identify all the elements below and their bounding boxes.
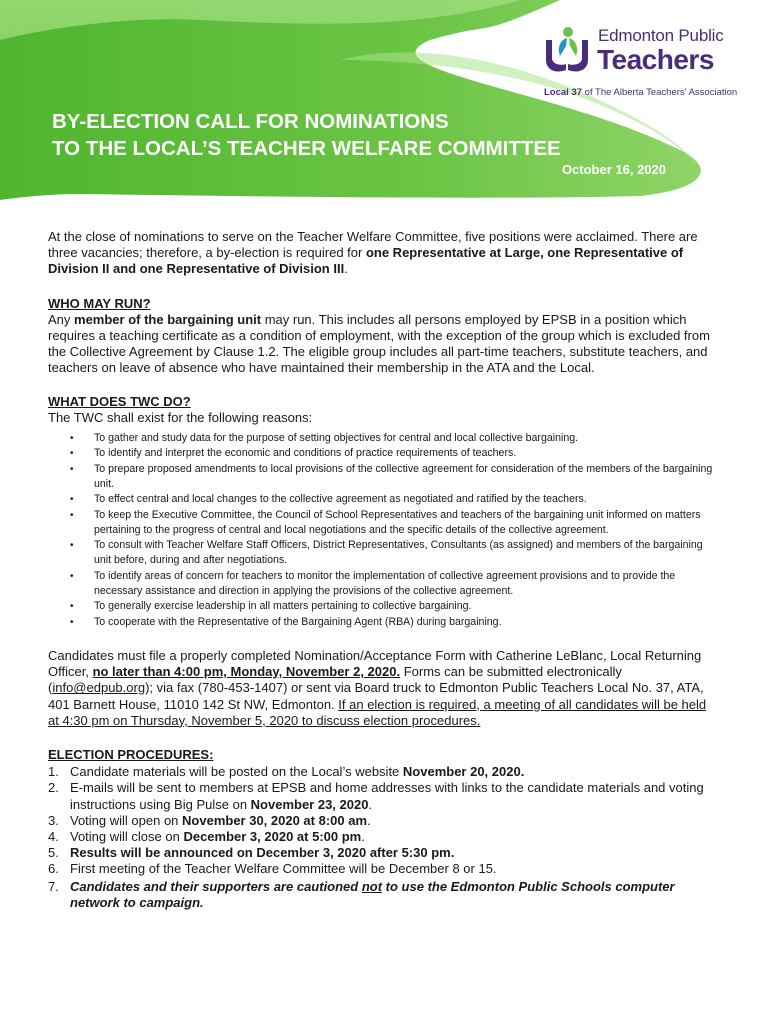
step-number: 5. <box>48 845 59 861</box>
list-item <box>48 780 718 812</box>
twc-heading: WHAT DOES TWC DO? <box>48 393 191 409</box>
document-date: October 16, 2020 <box>561 162 666 177</box>
who-may-run-paragraph <box>48 312 718 377</box>
logo-name-top: Edmonton Public <box>598 26 724 45</box>
document-title <box>52 108 561 162</box>
caution-c: to use the Edmonton Public Schools computer network to campaign. <box>70 878 675 910</box>
list-item <box>48 538 718 569</box>
candidates-meeting: If an election is required, a meeting of all candidates will be held at 4:30 pm on Thursday, November 5, 2020 to discuss election procedures. <box>48 696 707 728</box>
logo-name-main: Teachers <box>597 44 714 75</box>
step-text: Candidate materials will be posted on the Local’s website <box>70 764 403 780</box>
bullet-icon: • <box>70 463 74 475</box>
list-item <box>48 599 718 614</box>
step-emphasis: November 30, 2020 at 8:00 am <box>182 812 368 828</box>
bullet-icon: • <box>70 433 74 445</box>
list-item-text: To prepare proposed amendments to local provisions of the collective agreement for consideration of the members of the bargaining unit. <box>94 462 713 490</box>
step-text: Voting will open on <box>70 812 183 828</box>
list-item <box>48 446 718 461</box>
list-item <box>48 861 718 877</box>
logo-local-number: Local 37 <box>544 87 583 98</box>
step-number: 2. <box>48 780 59 796</box>
list-item <box>48 764 718 780</box>
who-may-run-heading: WHO MAY RUN? <box>48 295 151 311</box>
step-number: 4. <box>48 828 59 844</box>
caution-a: Candidates and their supporters are cautioned <box>70 878 362 894</box>
bullet-icon: • <box>70 601 74 613</box>
step-end: . <box>361 828 365 844</box>
title-line-1: BY-ELECTION CALL FOR NOMINATIONS <box>52 110 449 133</box>
step-number: 6. <box>48 861 59 877</box>
twc-reasons-list <box>48 431 718 630</box>
candidates-deadline: no later than 4:00 pm, Monday, November 2, 2020. <box>92 664 401 680</box>
list-item-text: To consult with Teacher Welfare Staff Officers, District Representatives, Consultants (as assigned) and members of the bargaining unit before, during and after negotiations. <box>94 539 703 567</box>
bullet-icon: • <box>70 570 74 582</box>
intro-vacancies: one Representative at Large, one Representative of Division II and one Representative of Division III <box>48 245 684 277</box>
step-text: Voting will close on <box>70 828 184 844</box>
list-item-text: To keep the Executive Committee, the Council of School Representatives and teachers of the bargaining unit informed on matters pertaining to the progress of central and local negotiations and the specific details of the collective agreement. <box>94 508 701 536</box>
logo-hands-icon <box>540 24 590 74</box>
list-item <box>48 462 718 493</box>
intro-end: . <box>344 261 348 277</box>
step-emphasis: Results will be announced on December 3, 2020 after 5:30 pm. <box>70 845 455 861</box>
twc-lead: The TWC shall exist for the following reasons: <box>48 409 313 425</box>
list-item <box>48 845 718 861</box>
document-body <box>48 229 718 911</box>
who-pre: Any <box>48 311 75 327</box>
election-steps-list <box>48 764 718 877</box>
caution-not: not <box>361 878 383 894</box>
election-step-7 <box>48 879 718 911</box>
list-item <box>48 569 718 600</box>
list-item-text: To gather and study data for the purpose of setting objectives for central and local collective bargaining. <box>94 432 579 445</box>
edmonton-public-teachers-logo <box>538 20 738 100</box>
candidates-paragraph <box>48 648 718 729</box>
step-number: 3. <box>48 812 59 828</box>
list-item-text: To cooperate with the Representative of the Bargaining Agent (RBA) during bargaining. <box>94 615 502 628</box>
who-post: may run. This includes all persons employed by EPSB in a position which requires a teaching certificate as a condition of employment, with the exception of the group which is excluded from the Collective Agreement by Clause 1.2. The eligible group includes all part-time teachers, substitute teachers, and teachers on leave of absence who have maintained their membership in the ATA and the Local. <box>48 311 710 376</box>
bullet-icon: • <box>70 540 74 552</box>
step-end: . <box>368 796 373 812</box>
logo-association: of The Alberta Teachers' Association <box>582 87 738 98</box>
email-link[interactable]: info@edpub.org <box>52 680 146 696</box>
step-emphasis: November 23, 2020 <box>250 796 369 812</box>
election-procedures-heading: ELECTION PROCEDURES: <box>48 746 214 762</box>
list-item-text: To effect central and local changes to the collective agreement as negotiated and ratified by the teachers. <box>94 493 587 506</box>
step-emphasis: November 20, 2020. <box>402 764 525 780</box>
bullet-icon: • <box>70 448 74 460</box>
bullet-icon: • <box>70 509 74 521</box>
list-item <box>48 829 718 845</box>
title-line-2: TO THE LOCAL’S TEACHER WELFARE COMMITTEE <box>52 137 561 160</box>
logo-subtitle <box>544 87 737 98</box>
candidates-text-1: Candidates must file a properly completed Nomination/Acceptance Form with Catherine LeBlanc, Local Returning Officer, <box>48 647 702 680</box>
bullet-icon: • <box>70 494 74 506</box>
step-number: 1. <box>48 764 59 780</box>
list-item <box>48 813 718 829</box>
step-end: . <box>367 812 371 828</box>
list-item <box>48 615 718 630</box>
list-item-text: To identify areas of concern for teachers to monitor the implementation of collective agreement provisions and to provide the necessary assistance and direction in applying the provisions of the collective agreement. <box>94 569 676 597</box>
step-text: First meeting of the Teacher Welfare Committee will be December 8 or 15. <box>70 861 497 877</box>
list-item <box>48 879 718 911</box>
list-item <box>48 492 718 507</box>
list-item-text: To identify and interpret the economic and conditions of practice requirements of teachers. <box>94 447 517 460</box>
step-number: 7. <box>48 878 59 894</box>
intro-text: At the close of nominations to serve on the Teacher Welfare Committee, five positions were acclaimed. There are three vacancies; therefore, a by-election is required for <box>48 229 698 261</box>
intro-paragraph <box>48 229 718 278</box>
step-emphasis: December 3, 2020 at 5:00 pm <box>183 828 362 844</box>
list-item-text: To generally exercise leadership in all matters pertaining to collective bargaining. <box>94 600 472 613</box>
candidates-text-2: Forms can be submitted electronically ( <box>48 664 622 696</box>
who-bold: member of the bargaining unit <box>74 311 262 327</box>
bullet-icon: • <box>70 616 74 628</box>
candidates-text-3: ); via fax (780-453-1407) or sent via Board truck to Edmonton Public Teachers Local No. 37, ATA, 401 Barnett House, 11010 142 St NW, Edmonton. <box>48 680 704 712</box>
step-text: E-mails will be sent to members at EPSB and home addresses with links to the candidate materials and voting instructions using Big Pulse on <box>70 780 704 812</box>
list-item <box>48 508 718 539</box>
list-item <box>48 431 718 446</box>
